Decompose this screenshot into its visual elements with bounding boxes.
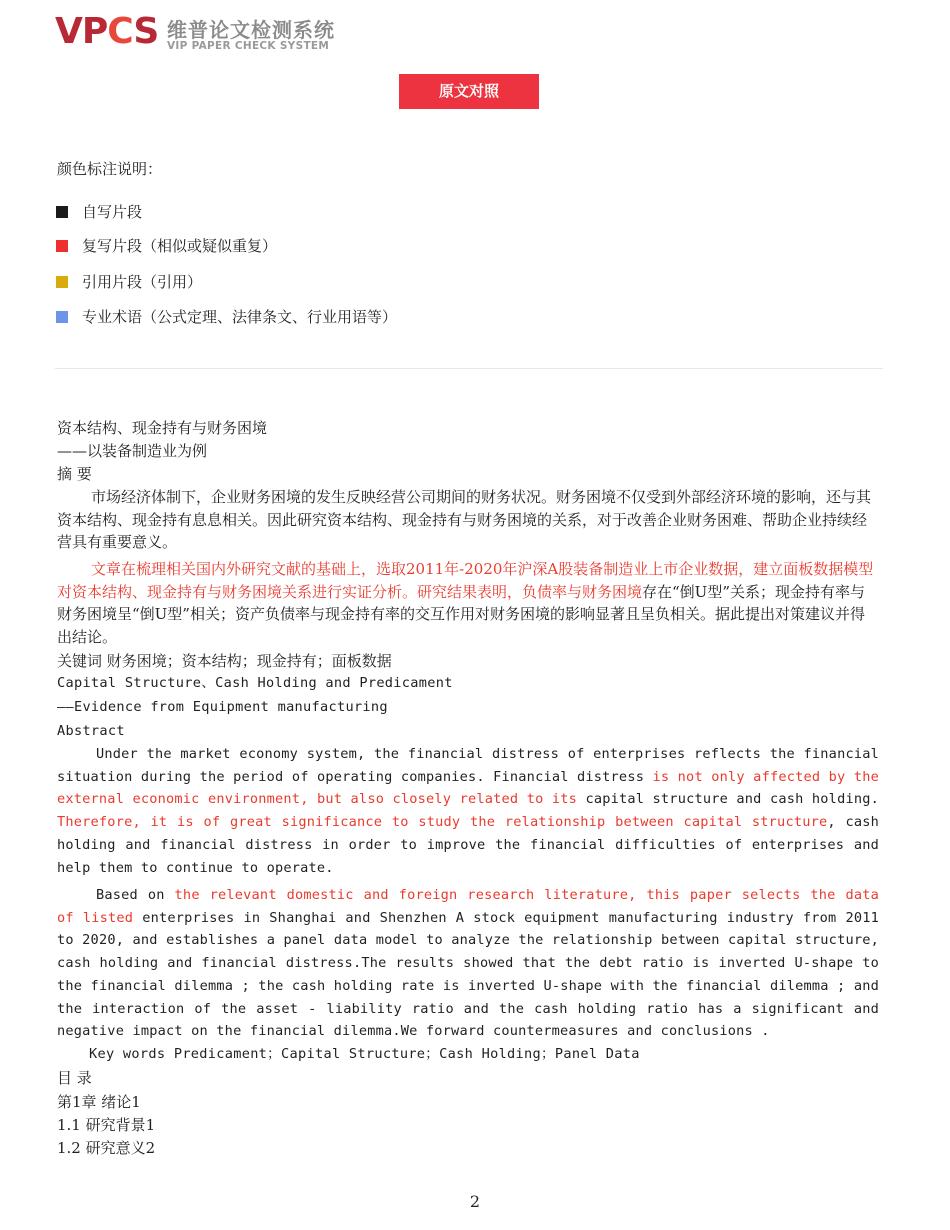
rewritten-fragment: the relevant domestic and foreign research literature, this paper selects the data of listed: [57, 887, 879, 926]
rewritten-fragment: 文章在梳理相关国内外研究文献的基础上，选取2011年-2020年沪深A股装备制造业上市企业数据，建立面板数据模型对资本结构、现金持有与财务困境关系进行实证分析。研究结果表明，负债率与财务困境: [57, 560, 874, 601]
keywords: 关键词 财务困境；资本结构；现金持有；面板数据: [57, 652, 392, 670]
logo-chinese-name: 维普论文检测系统: [167, 18, 335, 42]
english-subtitle: ——Evidence from Equipment manufacturing: [57, 699, 388, 715]
toc-heading: 目 录: [57, 1069, 92, 1087]
toc-item: 1.1 研究背景1: [57, 1116, 156, 1134]
blue-square-icon: [56, 311, 68, 323]
original-compare-badge: 原文对照: [399, 74, 539, 109]
abstract-heading: 摘 要: [57, 465, 92, 483]
red-square-icon: [56, 240, 68, 252]
english-abstract-paragraph-2: Based on the relevant domestic and foreign research literature, this paper selects the data of listed enterprises in Shanghai and Shenzhen A stock equipment manufacturing industry from 2011 to 2020, and establishes a panel data model to analyze the relationship between capital structure, cash holding and financial distress.The results showed that the debt ratio is inverted U-shape to the financial dilemma ; the cash holding rate is inverted U-shape with the financial dilemma ; and the interaction of the asset - liability ratio and the cash holding ratio has a significant and negative impact on the financial dilemma.We forward countermeasures and conclusions .: [57, 887, 879, 1040]
rewritten-fragment: is not only affected by the external economic environment, but also closely related to its: [57, 768, 879, 808]
english-abstract-heading: Abstract: [57, 723, 125, 739]
doc-subtitle: ——以装备制造业为例: [57, 442, 208, 460]
english-abstract-paragraph-1: Under the market economy system, the financial distress of enterprises reflects the financial situation during the period of operating companies. Financial distress is not only affected by the external economic environment, but also closely related to its capital structure and cash holding. Therefore, it is of great significance to study the relationship between capital structure, cash holding and financial distress in order to improve the financial difficulties of enterprises and help them to continue to operate.: [57, 746, 879, 876]
vpcs-logo: [55, 12, 345, 54]
black-square-icon: [56, 206, 68, 218]
english-keywords: Key words Predicament；Capital Structure；Cash Holding；Panel Data: [89, 1046, 640, 1062]
toc-item: 1.2 研究意义2: [57, 1139, 156, 1157]
abstract-paragraph-1: 市场经济体制下，企业财务困境的发生反映经营公司期间的财务状况。财务困境不仅受到外部经济环境的影响，还与其资本结构、现金持有息息相关。因此研究资本结构、现金持有与财务困境的关系，对于改善企业财务困难、帮助企业持续经营具有重要意义。: [57, 488, 872, 551]
yellow-square-icon: [56, 276, 68, 288]
legend-title: 颜色标注说明：: [57, 160, 163, 178]
logo-english-name: VIP PAPER CHECK SYSTEM: [167, 40, 330, 52]
english-title: Capital Structure、Cash Holding and Predicament: [57, 675, 453, 691]
abstract-paragraph-2: 文章在梳理相关国内外研究文献的基础上，选取2011年-2020年沪深A股装备制造业上市企业数据，建立面板数据模型对资本结构、现金持有与财务困境关系进行实证分析。研究结果表明，负债率与财务困境存在“倒U型”关系；现金持有率与财务困境呈“倒U型”相关；资产负债率与现金持有率的交互作用对财务困境的影响显著且呈负相关。据此提出对策建议并得出结论。: [57, 560, 874, 646]
logo-mark: VPCS: [55, 11, 159, 52]
rewritten-fragment: Therefore, it is of great significance to study the relationship between capital structure: [57, 814, 828, 831]
divider: [55, 368, 883, 369]
doc-title: 资本结构、现金持有与财务困境: [57, 419, 268, 437]
page-number: 2: [469, 1192, 481, 1211]
toc-item: 第1章 绪论1: [57, 1093, 141, 1111]
